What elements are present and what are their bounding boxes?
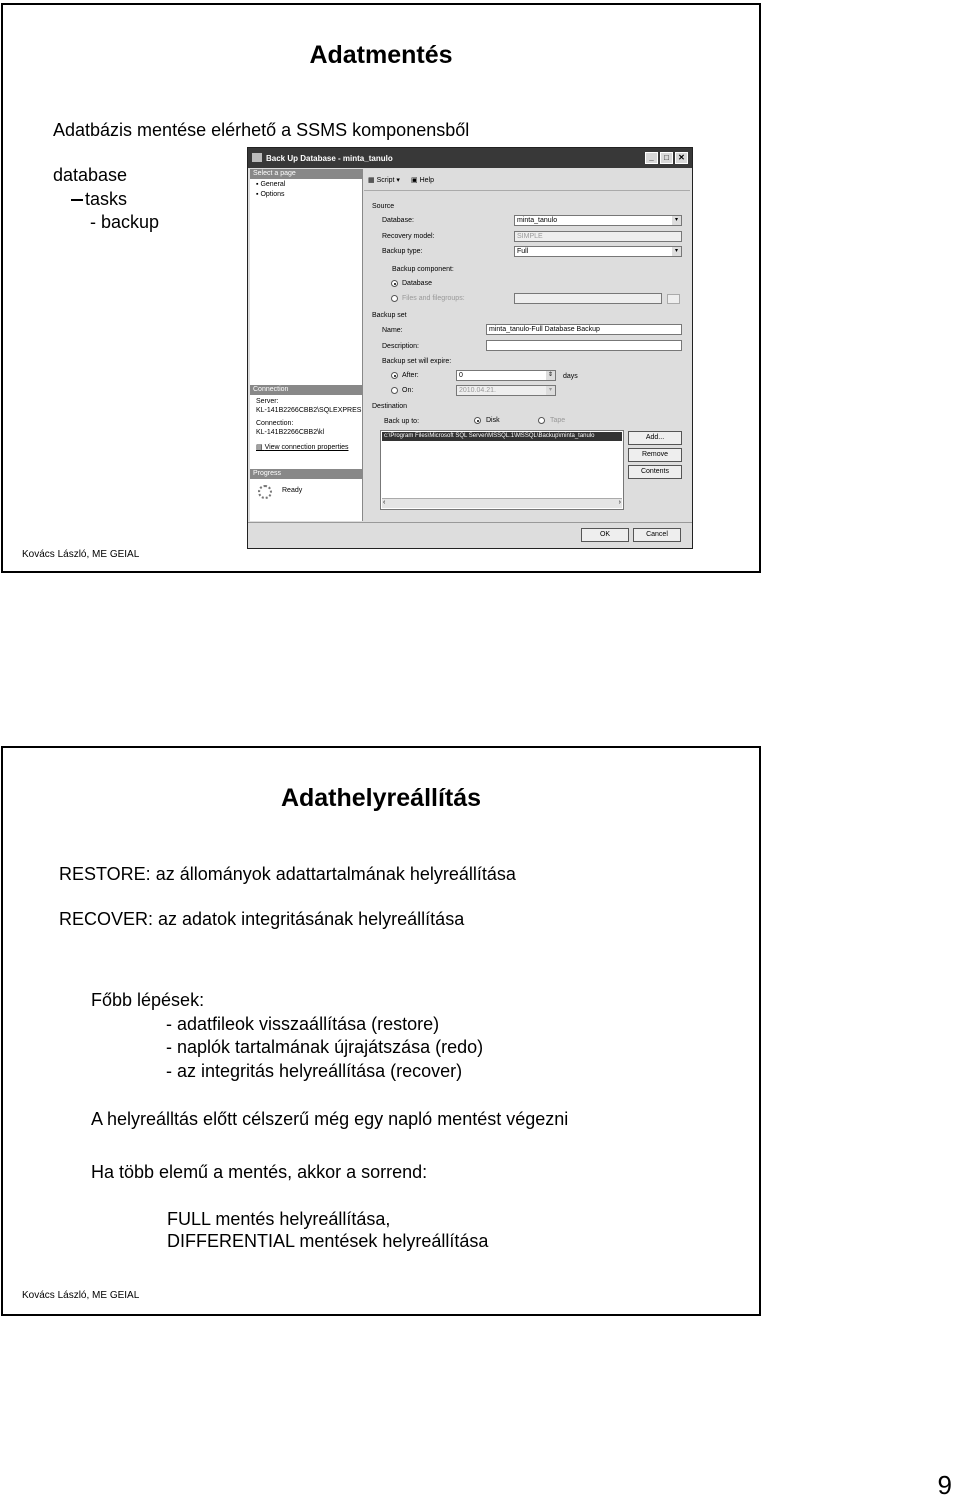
page-options-label: Options: [260, 191, 285, 198]
minimize-icon[interactable]: _: [645, 152, 658, 164]
script-icon: ▦: [368, 177, 377, 184]
dash-line: [71, 199, 83, 201]
description-input[interactable]: [486, 340, 682, 351]
page-general[interactable]: [256, 181, 285, 188]
backup-path-item[interactable]: c:\Program Files\Microsoft SQL Server\MSSQL.1\MSSQL\Backup\minta_tanulo: [382, 432, 622, 441]
page-general-label: General: [260, 181, 286, 188]
server-value: KL-141B2266CBB2\SQLEXPRES: [256, 407, 362, 414]
help-icon: ▣: [411, 177, 420, 184]
contents-button[interactable]: Contents: [628, 465, 682, 479]
on-date-input: [456, 385, 556, 396]
backup-database-dialog: [247, 147, 693, 549]
footer-divider: [248, 522, 692, 523]
description-label: Description:: [382, 343, 419, 350]
cancel-button[interactable]: Cancel: [633, 528, 681, 542]
note-line: A helyreálltás előtt célszerű még egy napló mentést végezni: [91, 1109, 569, 1129]
database-label: Database:: [382, 217, 414, 224]
disk-radio[interactable]: [474, 417, 481, 424]
ok-button[interactable]: OK: [581, 528, 629, 542]
files-radio[interactable]: [391, 295, 398, 302]
recovery-model-label: Recovery model:: [382, 233, 435, 240]
path-database: database: [53, 165, 128, 185]
browse-button[interactable]: [667, 294, 680, 304]
scroll-left-icon[interactable]: ‹: [383, 499, 386, 506]
backup-type-label: Backup type:: [382, 248, 423, 255]
step-item: - naplók tartalmának újrajátszása (redo): [166, 1037, 484, 1057]
backup-path-list[interactable]: [380, 430, 624, 510]
restore-line: RESTORE: az állományok adattartalmának helyreállítása: [59, 864, 516, 884]
connection-value: KL-141B2266CBB2\kl: [256, 429, 325, 436]
order-item: FULL mentés helyreállítása,: [167, 1209, 391, 1229]
after-days-value: 0: [459, 372, 463, 379]
script-label: Script: [376, 177, 395, 184]
name-input[interactable]: minta_tanulo-Full Database Backup: [486, 324, 682, 335]
source-section-label: Source: [372, 203, 395, 210]
toolbar-divider: [364, 190, 690, 191]
backup-type-select[interactable]: [514, 246, 682, 257]
after-radio[interactable]: [391, 372, 398, 379]
step-item: - az integritás helyreállítása (recover): [166, 1061, 463, 1081]
files-radio-label: Files and filegroups:: [402, 295, 465, 302]
path-tasks: tasks: [85, 189, 128, 209]
database-value: minta_tanulo: [517, 217, 558, 224]
scroll-right-icon[interactable]: ›: [618, 499, 621, 506]
properties-icon: ▤: [256, 444, 265, 451]
chevron-down-icon: ▾: [672, 247, 681, 256]
connection-label: Connection:: [256, 420, 294, 427]
connection-header: Connection: [250, 385, 362, 395]
view-connection-link[interactable]: [256, 443, 348, 451]
footer-author: Kovács László, ME GEIAL: [22, 1290, 140, 1301]
slide-title: Adathelyreállítás: [280, 784, 482, 812]
app-icon: [252, 153, 262, 162]
page-icon: ▪: [256, 191, 261, 198]
view-connection-label: View connection properties: [264, 444, 349, 451]
days-label: days: [563, 373, 578, 380]
recover-line: RECOVER: az adatok integritásának helyreállítása: [59, 909, 465, 929]
server-label: Server:: [256, 398, 279, 405]
after-label: After:: [402, 372, 419, 379]
slide-adathelyreallitas: [1, 746, 761, 1316]
destination-label: Destination: [372, 403, 408, 410]
help-button[interactable]: [411, 176, 434, 184]
database-radio-label: Database: [402, 280, 432, 287]
backup-component-label: Backup component:: [392, 266, 454, 273]
footer-author: Kovács László, ME GEIAL: [22, 549, 140, 560]
backup-to-label: Back up to:: [384, 418, 420, 425]
after-days-input[interactable]: [456, 370, 556, 381]
progress-spinner-icon: [258, 485, 272, 499]
tape-label: Tape: [550, 417, 566, 424]
horizontal-scrollbar[interactable]: [382, 498, 622, 508]
spinner-icon: ⇕: [547, 372, 554, 378]
progress-header: Progress: [250, 469, 362, 479]
maximize-icon[interactable]: □: [660, 152, 673, 164]
page-options[interactable]: [256, 191, 285, 198]
page-number: 9: [937, 1470, 952, 1500]
backup-type-value: Full: [517, 248, 529, 255]
add-button[interactable]: Add...: [628, 431, 682, 445]
tape-radio[interactable]: [538, 417, 545, 424]
name-label: Name:: [382, 327, 403, 334]
database-select[interactable]: [514, 215, 682, 226]
remove-button[interactable]: Remove: [628, 448, 682, 462]
database-radio[interactable]: [391, 280, 398, 287]
select-page-header: Select a page: [250, 169, 362, 179]
page-selector-pane: [250, 169, 363, 521]
order-item: DIFFERENTIAL mentések helyreállítása: [167, 1231, 489, 1251]
slide-title: Adatmentés: [309, 41, 453, 69]
recovery-model-field: SIMPLE: [514, 231, 682, 242]
step-item: - adatfileok visszaállítása (restore): [166, 1014, 440, 1034]
backup-set-label: Backup set: [372, 312, 407, 319]
on-radio[interactable]: [391, 387, 398, 394]
steps-title: Főbb lépések:: [91, 990, 205, 1010]
chevron-down-icon: ▾: [394, 177, 400, 184]
close-icon[interactable]: ✕: [675, 152, 688, 164]
path-backup: - backup: [90, 212, 160, 232]
order-intro: Ha több elemű a mentés, akkor a sorrend:: [91, 1162, 428, 1182]
expire-label: Backup set will expire:: [382, 358, 452, 365]
progress-status: Ready: [282, 487, 303, 494]
filegroups-field: [514, 293, 662, 304]
dialog-titlebar[interactable]: [248, 148, 692, 168]
on-date-value: 2010.04.21.: [459, 387, 496, 394]
page-icon: ▪: [256, 181, 261, 188]
chevron-down-icon: ▾: [546, 386, 555, 395]
on-label: On:: [402, 387, 414, 394]
script-button[interactable]: [368, 176, 400, 184]
chevron-down-icon: ▾: [672, 216, 681, 225]
dialog-title: Back Up Database - minta_tanulo: [266, 154, 393, 163]
help-label: Help: [419, 177, 434, 184]
disk-label: Disk: [486, 417, 500, 424]
intro-text: Adatbázis mentése elérhető a SSMS komponensből: [53, 120, 470, 140]
